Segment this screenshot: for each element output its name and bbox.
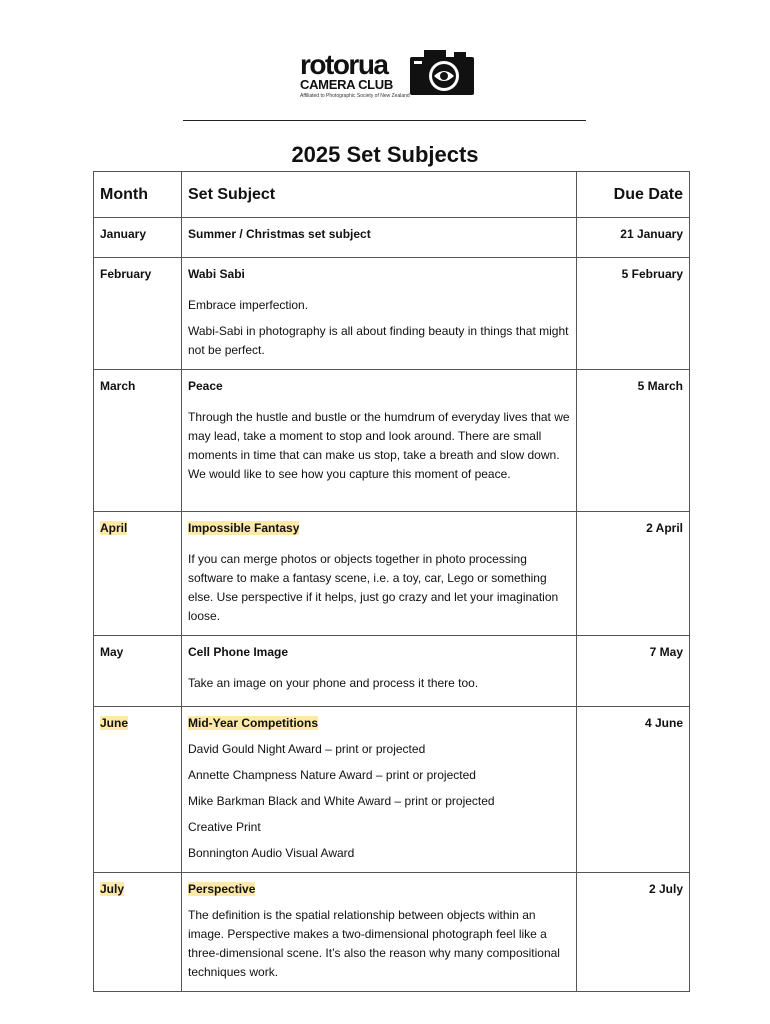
month-cell	[94, 636, 182, 707]
due-date: 5 February	[621, 267, 683, 281]
camera-icon	[408, 47, 476, 97]
subject-title: Impossible Fantasy	[188, 521, 300, 535]
subject-title: Summer / Christmas set subject	[188, 227, 371, 241]
subject-title: Peace	[188, 379, 223, 393]
subject-description: Annette Champness Nature Award – print or projected	[188, 768, 476, 782]
subject-description: Bonnington Audio Visual Award	[188, 846, 355, 860]
table-row	[94, 873, 690, 992]
subject-cell	[182, 258, 577, 370]
due-date-cell	[577, 873, 690, 992]
due-date-cell	[577, 512, 690, 636]
header-subject: Set Subject	[182, 172, 577, 218]
subject-description: David Gould Night Award – print or projected	[188, 742, 426, 756]
header-rule	[183, 120, 586, 121]
due-date: 21 January	[620, 227, 683, 241]
table-row	[94, 370, 690, 512]
subject-title: Mid-Year Competitions	[188, 716, 319, 730]
subject-description: Take an image on your phone and process it there too.	[188, 676, 479, 690]
month-cell	[94, 258, 182, 370]
logo-word-camera-club: CAMERA CLUB	[300, 77, 393, 92]
month-cell	[94, 707, 182, 873]
table-row	[94, 512, 690, 636]
month-cell	[94, 370, 182, 512]
subject-description: Creative Print	[188, 820, 261, 834]
table-row	[94, 636, 690, 707]
subject-cell	[182, 873, 577, 992]
subject-cell	[182, 218, 577, 258]
subject-description: Mike Barkman Black and White Award – print or projected	[188, 794, 495, 808]
subject-cell	[182, 512, 577, 636]
due-date-cell	[577, 636, 690, 707]
table-row	[94, 218, 690, 258]
subject-title: Cell Phone Image	[188, 645, 289, 659]
due-date: 2 April	[646, 521, 683, 535]
due-date-cell	[577, 258, 690, 370]
month-label: June	[100, 716, 129, 730]
month-label: July	[100, 882, 125, 896]
due-date-cell	[577, 218, 690, 258]
subject-title: Wabi Sabi	[188, 267, 245, 281]
month-label: May	[100, 645, 124, 659]
subject-cell	[182, 636, 577, 707]
header-month: Month	[94, 172, 182, 218]
subject-description: Embrace imperfection.	[188, 298, 309, 312]
subject-description: If you can merge photos or objects together in photo processing software to make a fantasy scene, i.e. a toy, car, Lego or something else. Use perspective if it helps, just go crazy and let your imagination loose.	[188, 552, 559, 623]
due-date-cell	[577, 707, 690, 873]
month-cell	[94, 512, 182, 636]
table-row	[94, 258, 690, 370]
subject-description: Through the hustle and bustle or the humdrum of everyday lives that we may lead, take a moment to stop and look around. There are small moments in time that can make us stop, take a breath and slow down. We would like to see how you capture this moment of peace.	[188, 410, 570, 481]
logo-tagline: Affiliated to Photographic Society of New Zealand	[300, 93, 410, 99]
set-subjects-table	[93, 171, 690, 992]
due-date-cell	[577, 370, 690, 512]
table-row	[94, 707, 690, 873]
subject-description: The definition is the spatial relationship between objects within an image. Perspective makes a two-dimensional photograph feel like a three-dimensional scene. It’s also the reason why many compositional techniques work.	[188, 908, 560, 979]
header-due-date: Due Date	[577, 172, 690, 218]
club-logo	[298, 47, 478, 103]
subject-cell	[182, 370, 577, 512]
due-date: 7 May	[649, 645, 683, 659]
due-date: 2 July	[648, 882, 683, 896]
month-label: April	[100, 521, 128, 535]
month-cell	[94, 218, 182, 258]
logo-word-rotorua: rotorua	[300, 49, 388, 80]
month-label: February	[100, 267, 152, 281]
due-date: 4 June	[644, 716, 683, 730]
table-header-row	[94, 172, 690, 218]
due-date: 5 March	[637, 379, 683, 393]
subject-cell	[182, 707, 577, 873]
month-label: March	[100, 379, 136, 393]
subject-description: Wabi-Sabi in photography is all about finding beauty in things that might not be perfect.	[188, 324, 569, 357]
month-label: January	[100, 227, 147, 241]
month-cell	[94, 873, 182, 992]
subject-title: Perspective	[188, 882, 256, 896]
page-title: 2025 Set Subjects	[291, 142, 479, 167]
